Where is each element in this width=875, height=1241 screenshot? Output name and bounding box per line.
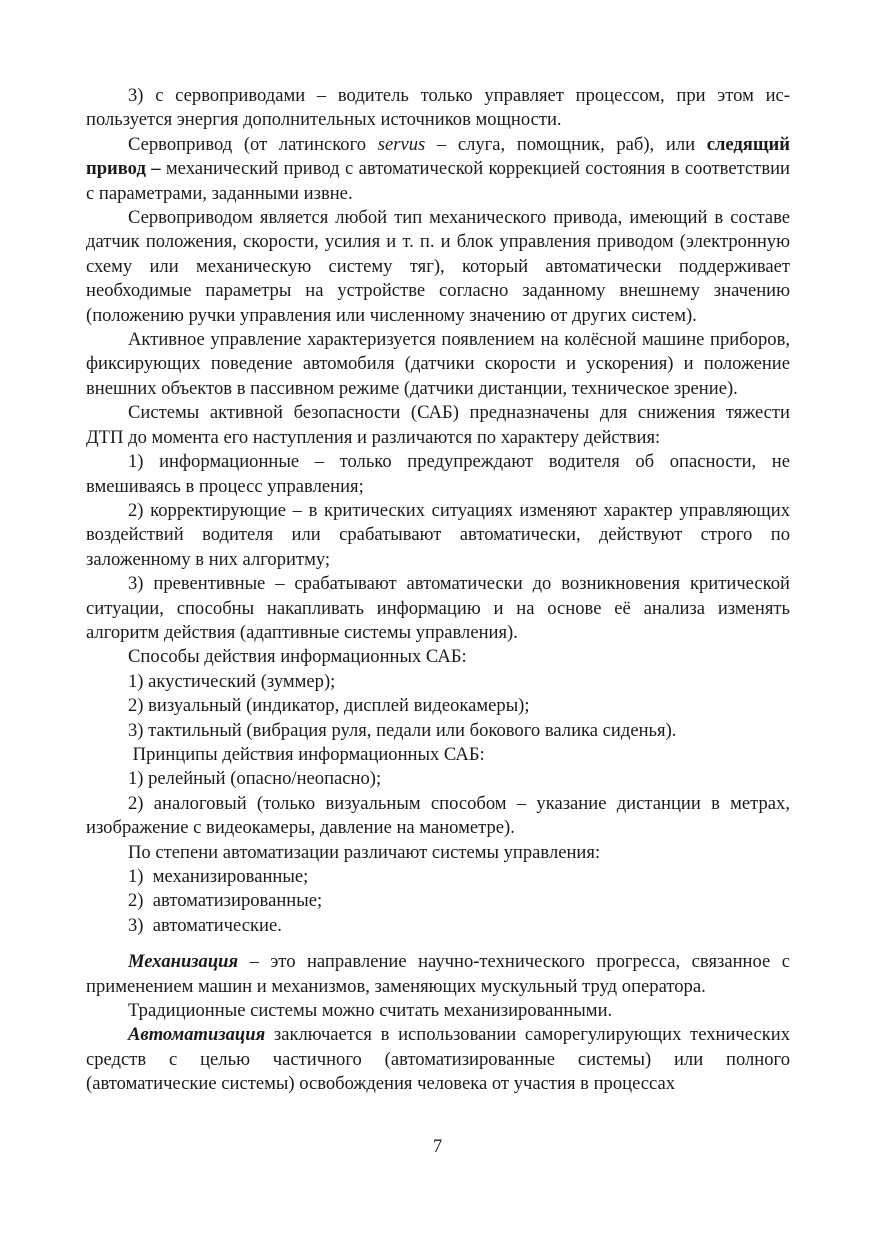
paragraph-servo-drives-item: 3) с сервоприводами – водитель только управляет процессом, при этом используется энергия дополнительных источников мощности. [86, 85, 790, 131]
text-run: механический привод с автоматической коррекцией состояния в соответствии с параметрами, заданными извне. [86, 158, 790, 204]
list-item-acoustic: 1) акустический (зуммер); [128, 670, 336, 692]
text-run: заключается в использовании саморегулирующих технических средств с целью частичного (автоматизированные системы) или полного (автоматические системы) освобождения человека от участия в процессах [86, 1024, 790, 1095]
text-run: – слуга, помощник, раб), или [425, 133, 707, 155]
heading-action-principles: Принципы действия информационных САБ: [128, 743, 485, 765]
text-run: Сервопривод (от латинского [128, 133, 378, 155]
paragraph-sab-intro: Системы активной безопасности (САБ) предназначены для снижения тяжести ДТП до момента его наступления и различаются по характеру действия: [86, 402, 790, 448]
paragraph-active-control: Активное управление характеризуется появлением на колёсной машине приборов, фиксирующих поведение автомобиля (датчики скорости и ускорения) и положение внешних объектов в пассивном режиме (датчики дистанции, техническое зрение). [86, 329, 790, 399]
paragraph-servo-definition [86, 133, 790, 206]
paragraph-gap [86, 938, 790, 950]
term-latin: servus [377, 133, 426, 155]
list-item-preventive: 3) превентивные – срабатывают автоматически до возникновения критической ситуации, способны накапливать информацию и на основе её анализа изменять алгоритм действия (адаптивные системы управления). [86, 573, 790, 643]
paragraph-traditional-systems: Традиционные системы можно считать механизированными. [128, 1000, 613, 1022]
page-number: 7 [432, 1136, 443, 1157]
paragraph-mechanization [86, 950, 790, 999]
list-item-informational: 1) информационные – только предупреждают водителя об опасности, не вмешиваясь в процесс управления; [86, 451, 790, 497]
list-item-visual: 2) визуальный (индикатор, дисплей видеокамеры); [128, 695, 530, 717]
heading-action-methods: Способы действия информационных САБ: [128, 646, 467, 668]
page-body [86, 84, 790, 1097]
list-item-automated: 2) автоматизированные; [128, 890, 323, 912]
heading-automation-degree: По степени автоматизации различают системы управления: [128, 841, 601, 863]
list-item-corrective: 2) корректирующие – в критических ситуациях изменяют характер управляющих воздействий водителя или срабатывают автоматически, действуют строго по заложенному в них алгоритму; [86, 499, 790, 570]
list-item-tactile: 3) тактильный (вибрация руля, педали или бокового валика сиденья). [128, 719, 677, 741]
list-item-analog: 2) аналоговый (только визуальным способом – указание дистанции в метрах, изображение с видеокамеры, давление на манометре). [86, 792, 790, 839]
list-item-mechanized: 1) механизированные; [128, 866, 309, 887]
term-mechanization: Механизация [128, 951, 239, 973]
paragraph-automation [86, 1023, 790, 1096]
paragraph-servo-description: Сервоприводом является любой тип механического привода, имеющий в составе датчик положения, скорости, усилия и т. п. и блок управления приводом (электронную схему или механическую систему тяг), который автоматически поддерживает необходимые параметры на устройстве согласно заданному внешнему значению (положению ручки управления или численному значению от других систем). [86, 207, 790, 326]
list-item-automatic: 3) автоматические. [128, 914, 282, 936]
term-automation: Автоматизация [128, 1024, 266, 1046]
text-run: – это направление научно-технического прогресса, связанное с применением машин и механизмов, заменяющих мускульный труд оператора. [86, 951, 790, 997]
term-tracking-drive: следящий привод – [86, 133, 790, 180]
list-item-relay: 1) релейный (опасно/неопасно); [128, 768, 382, 790]
